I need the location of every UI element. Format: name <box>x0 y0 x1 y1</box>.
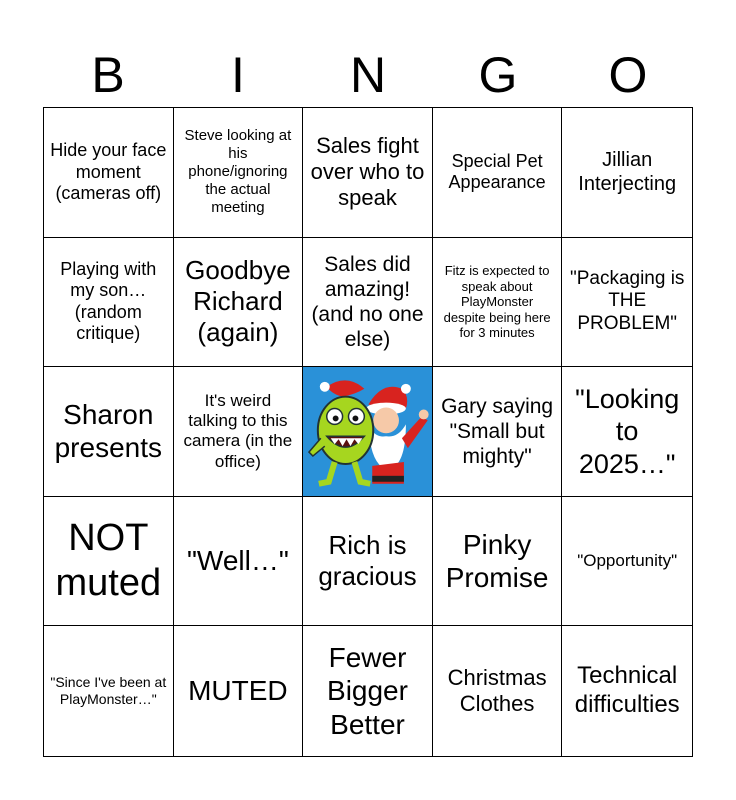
cell-text: Pinky Promise <box>445 528 549 594</box>
cell-text: Gary saying "Small but mighty" <box>441 394 554 469</box>
bingo-cell[interactable] <box>303 626 433 756</box>
bingo-cell[interactable] <box>174 238 304 368</box>
header-letter-i: I <box>231 47 245 103</box>
bingo-cell[interactable] <box>303 497 433 627</box>
bingo-cell[interactable] <box>44 108 174 238</box>
bingo-cell[interactable] <box>433 108 563 238</box>
bingo-cell[interactable] <box>433 367 563 497</box>
bingo-cell[interactable] <box>174 367 304 497</box>
bingo-cell[interactable] <box>44 238 174 368</box>
header-letter-g: G <box>478 47 518 103</box>
bingo-cell[interactable] <box>174 497 304 627</box>
bingo-cell[interactable] <box>562 108 692 238</box>
cell-text: Playing with my son… (random critique) <box>60 258 157 344</box>
cell-text: "Since I've been at PlayMonster…" <box>50 674 167 708</box>
cell-text: Hide your face moment (cameras off) <box>50 139 167 204</box>
monster-and-santa-icon <box>303 367 432 496</box>
bingo-cell[interactable] <box>44 497 174 627</box>
bingo-cell[interactable] <box>562 626 692 756</box>
cell-text: Goodbye Richard (again) <box>185 255 291 348</box>
cell-text: Technical difficulties <box>574 662 680 719</box>
bingo-cell[interactable] <box>174 626 304 756</box>
cell-text: "Looking to 2025…" <box>575 383 680 479</box>
cell-text: Christmas Clothes <box>447 664 547 717</box>
bingo-header <box>43 44 693 106</box>
cell-text: Rich is gracious <box>318 529 417 592</box>
cell-text: MUTED <box>188 675 288 707</box>
cell-text: Sharon presents <box>54 398 162 464</box>
header-letter-n: N <box>349 47 387 103</box>
bingo-card <box>43 107 693 757</box>
cell-text: Steve looking at his phone/ignoring the actual meeting <box>184 127 292 217</box>
bingo-cell[interactable] <box>44 626 174 756</box>
free-space[interactable] <box>303 367 433 497</box>
bingo-cell[interactable] <box>303 108 433 238</box>
cell-text: Jillian Interjecting <box>578 149 677 196</box>
bingo-cell[interactable] <box>433 626 563 756</box>
cell-text: "Packaging is THE PROBLEM" <box>569 267 685 335</box>
header-letter-b: B <box>91 47 125 103</box>
cell-text: Fitz is expected to speak about PlayMonster despite being here for 3 minutes <box>443 262 551 341</box>
header-letter-o: O <box>608 47 648 103</box>
bingo-cell[interactable] <box>174 108 304 238</box>
cell-text: NOT muted <box>55 516 162 605</box>
bingo-cell[interactable] <box>303 238 433 368</box>
bingo-cell[interactable] <box>44 367 174 497</box>
cell-text: Sales did amazing! (and no one else) <box>311 252 424 352</box>
bingo-cell[interactable] <box>562 238 692 368</box>
bingo-cell[interactable] <box>562 367 692 497</box>
cell-text: "Opportunity" <box>577 550 678 570</box>
cell-text: It's weird talking to this camera (in the office) <box>183 390 293 471</box>
cell-text: Fewer Bigger Better <box>327 641 408 740</box>
cell-text: Special Pet Appearance <box>448 150 546 193</box>
cell-text: Sales fight over who to speak <box>310 132 425 211</box>
bingo-cell[interactable] <box>562 497 692 627</box>
bingo-cell[interactable] <box>433 238 563 368</box>
bingo-cell[interactable] <box>433 497 563 627</box>
cell-text: "Well…" <box>186 545 289 577</box>
